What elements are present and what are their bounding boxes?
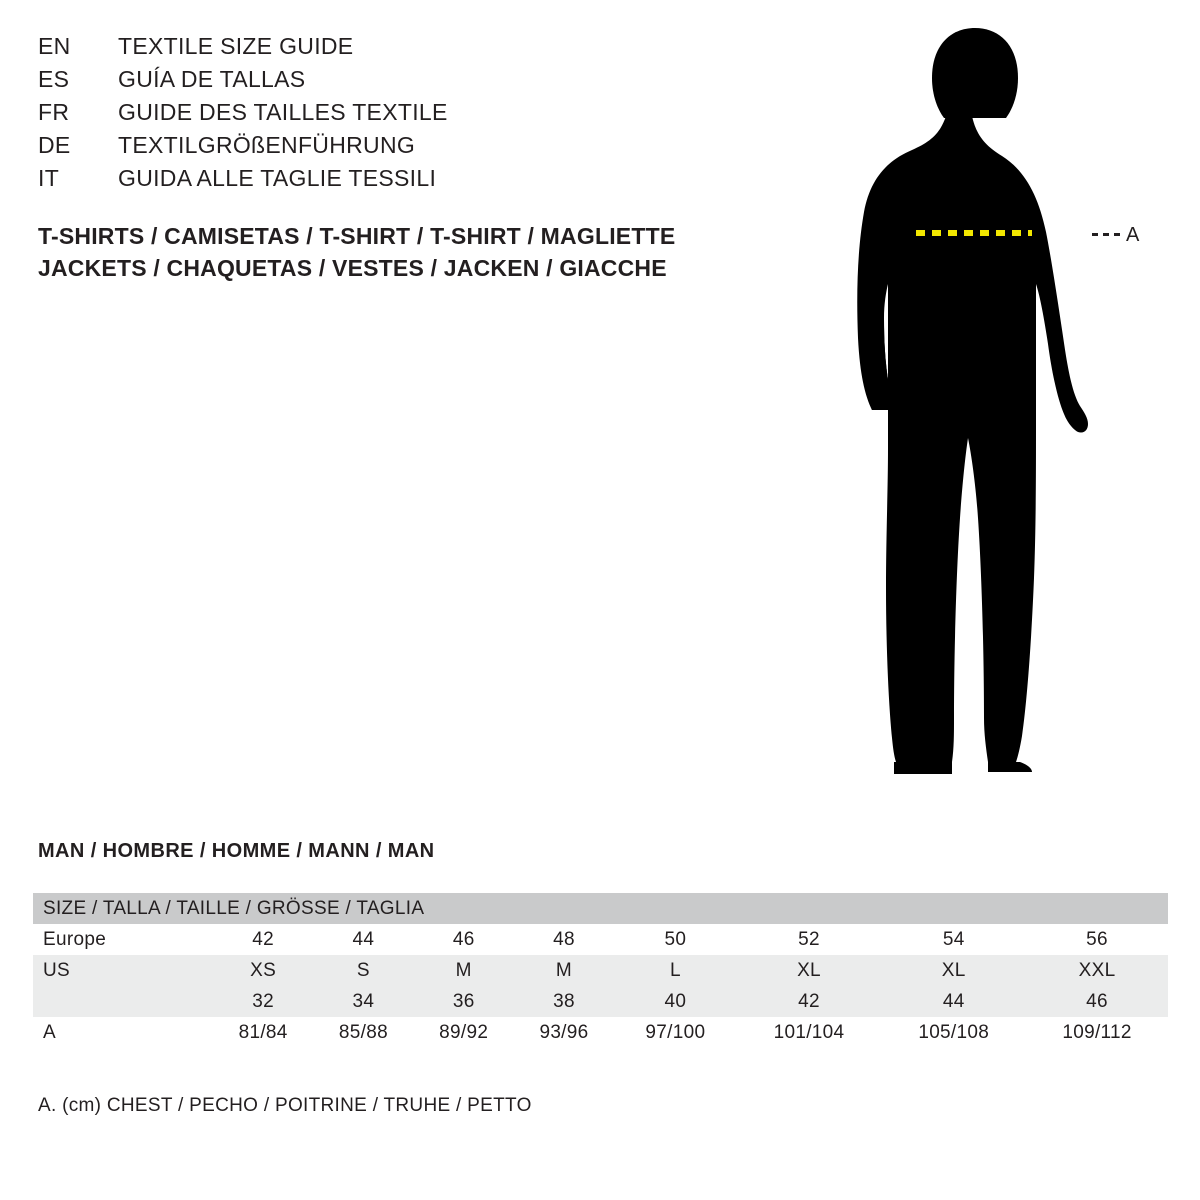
cell-value: 44 bbox=[313, 924, 413, 955]
cell-value: 85/88 bbox=[313, 1017, 413, 1048]
cell-value: 56 bbox=[1026, 924, 1168, 955]
cell-value: 42 bbox=[737, 986, 882, 1017]
cell-value: M bbox=[414, 955, 514, 986]
language-title: GUIDA ALLE TAGLIE TESSILI bbox=[118, 165, 437, 191]
table-row bbox=[33, 986, 1168, 1017]
language-title: GUIDE DES TAILLES TEXTILE bbox=[118, 99, 448, 125]
row-label-blank bbox=[33, 986, 213, 1017]
language-title: GUÍA DE TALLAS bbox=[118, 66, 306, 92]
table-footnote: A. (cm) CHEST / PECHO / POITRINE / TRUHE / PETTO bbox=[38, 1095, 532, 1116]
table-header-label: SIZE / TALLA / TAILLE / GRÖSSE / TAGLIA bbox=[33, 893, 1168, 924]
cell-value: 109/112 bbox=[1026, 1017, 1168, 1048]
language-row-es bbox=[38, 63, 738, 96]
cell-value: 34 bbox=[313, 986, 413, 1017]
table-row bbox=[33, 1017, 1168, 1048]
cell-value: 46 bbox=[414, 924, 514, 955]
cell-value: 46 bbox=[1026, 986, 1168, 1017]
measure-label-a: A bbox=[1126, 224, 1140, 246]
category-jackets: JACKETS / CHAQUETAS / VESTES / JACKEN / GIACCHE bbox=[38, 255, 667, 281]
cell-value: 44 bbox=[881, 986, 1026, 1017]
cell-value: 48 bbox=[514, 924, 614, 955]
cell-value: 105/108 bbox=[881, 1017, 1026, 1048]
cell-value: 42 bbox=[213, 924, 313, 955]
row-label-a: A bbox=[33, 1017, 213, 1048]
cell-value: 54 bbox=[881, 924, 1026, 955]
cell-value: 38 bbox=[514, 986, 614, 1017]
cell-value: 32 bbox=[213, 986, 313, 1017]
cell-value: XXL bbox=[1026, 955, 1168, 986]
language-code: EN bbox=[38, 33, 71, 59]
language-row-it bbox=[38, 162, 738, 195]
cell-value: XS bbox=[213, 955, 313, 986]
category-tshirts: T-SHIRTS / CAMISETAS / T-SHIRT / T-SHIRT / MAGLIETTE bbox=[38, 223, 676, 249]
cell-value: XL bbox=[881, 955, 1026, 986]
cell-value: 81/84 bbox=[213, 1017, 313, 1048]
cell-value: L bbox=[614, 955, 737, 986]
language-code: ES bbox=[38, 66, 70, 92]
cell-value: 52 bbox=[737, 924, 882, 955]
table-row bbox=[33, 924, 1168, 955]
table-header-row bbox=[33, 893, 1168, 924]
cell-value: 36 bbox=[414, 986, 514, 1017]
language-title: TEXTILE SIZE GUIDE bbox=[118, 33, 354, 59]
cell-value: 89/92 bbox=[414, 1017, 514, 1048]
measure-leader-dashes bbox=[1092, 233, 1120, 236]
row-label-europe: Europe bbox=[33, 924, 213, 955]
cell-value: XL bbox=[737, 955, 882, 986]
size-table bbox=[33, 893, 1168, 1048]
table-row bbox=[33, 955, 1168, 986]
row-label-us: US bbox=[33, 955, 213, 986]
language-list bbox=[38, 30, 738, 195]
language-row-en bbox=[38, 30, 738, 63]
garment-category-list bbox=[38, 220, 758, 284]
language-row-de bbox=[38, 129, 738, 162]
language-code: DE bbox=[38, 132, 71, 158]
cell-value: 93/96 bbox=[514, 1017, 614, 1048]
language-code: FR bbox=[38, 99, 70, 125]
language-title: TEXTILGRÖßENFÜHRUNG bbox=[118, 132, 416, 158]
cell-value: S bbox=[313, 955, 413, 986]
cell-value: 50 bbox=[614, 924, 737, 955]
language-code: IT bbox=[38, 165, 60, 191]
cell-value: M bbox=[514, 955, 614, 986]
cell-value: 101/104 bbox=[737, 1017, 882, 1048]
table-section-title: MAN / HOMBRE / HOMME / MANN / MAN bbox=[38, 840, 435, 862]
male-body-silhouette bbox=[820, 18, 1180, 788]
language-row-fr bbox=[38, 96, 738, 129]
cell-value: 40 bbox=[614, 986, 737, 1017]
cell-value: 97/100 bbox=[614, 1017, 737, 1048]
